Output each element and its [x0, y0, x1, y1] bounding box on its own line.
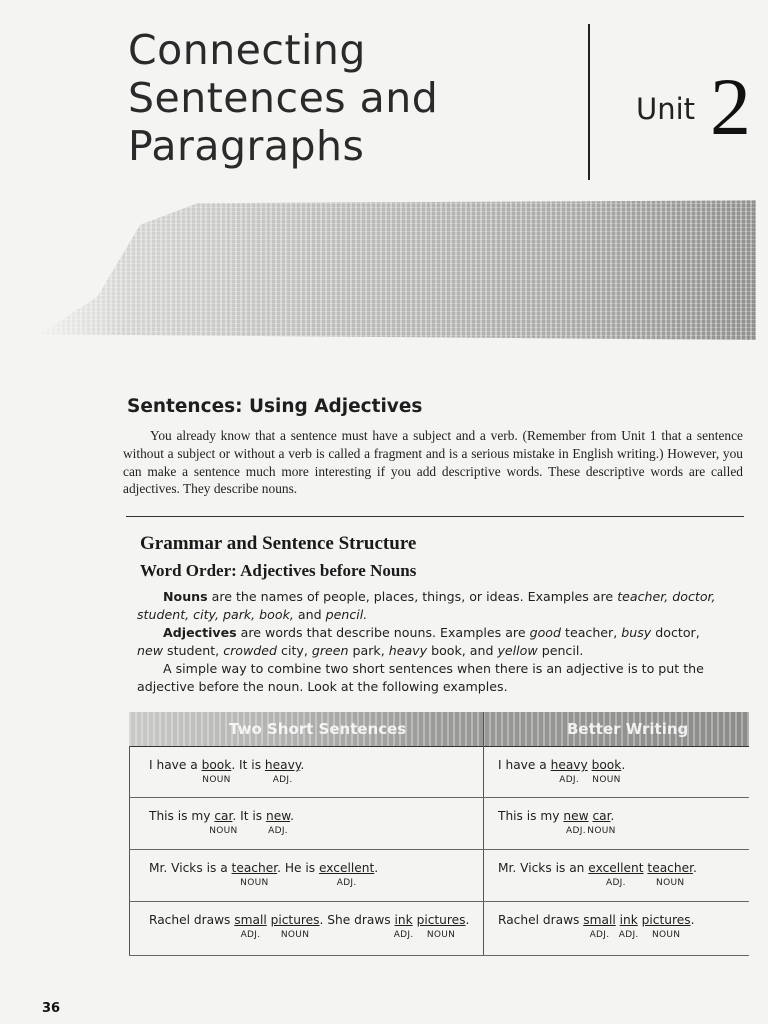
table-row-divider — [129, 849, 749, 850]
header-two-short-sentences: Two Short Sentences — [229, 720, 407, 738]
nouns-paragraph: Nouns are the names of people, places, things, or ideas. Examples are teacher, doctor, student, city, park, book, and pencil. — [137, 589, 716, 622]
word-order-heading: Word Order: Adjectives before Nouns — [140, 561, 417, 580]
sentence-text: . It is — [232, 809, 267, 823]
goals-banner — [40, 196, 756, 340]
table-bottom-border — [129, 955, 749, 956]
word-label: NOUN — [202, 775, 231, 785]
word-label: ADJ. — [559, 775, 580, 785]
grammar-heading: Grammar and Sentence Structure — [140, 533, 417, 554]
underlined-word: heavy — [550, 758, 588, 772]
word-label: ADJ. — [566, 826, 586, 836]
word-label: ADJ. — [589, 930, 610, 940]
adjectives-paragraph: Adjectives are words that describe nouns. Examples are good teacher, busy doctor, new student, crowded city, green park, heavy book, and yellow pencil. — [137, 625, 700, 658]
sentence-text: . He is — [277, 861, 320, 875]
word-label: ADJ. — [336, 878, 357, 888]
table-cell-right — [498, 809, 614, 823]
intro-paragraph: You already know that a sentence must have a subject and a verb. (Remember from Unit 1 that a sentence without a subject or without a verb is called a fragment and is a serious mistake in English writing.) However, you can make a sentence much more interesting if you add descriptive words. These descriptive words are called adjectives. They describe nouns. — [123, 428, 743, 497]
word-label: NOUN — [651, 930, 681, 940]
page-number: 36 — [42, 1001, 61, 1016]
underlined-word: pictures — [270, 913, 320, 927]
underlined-word: teacher — [647, 861, 693, 875]
sentence-text: . — [290, 809, 294, 823]
table-cell-left — [149, 861, 378, 875]
table-cell-left — [149, 913, 469, 927]
underlined-word: pictures — [641, 913, 691, 927]
underlined-word: pictures — [416, 913, 466, 927]
word-label: NOUN — [240, 878, 269, 888]
header-divider — [588, 24, 590, 180]
combine-paragraph: A simple way to combine two short sentences when there is an adjective is to put the adjective before the noun. Look at the following examples. — [137, 661, 704, 694]
table-row-divider — [129, 901, 749, 902]
nouns-term: Nouns — [163, 589, 208, 604]
underlined-word: heavy — [264, 758, 301, 772]
unit-title — [128, 26, 568, 170]
word-label: NOUN — [592, 775, 621, 785]
underlined-word: book — [201, 758, 232, 772]
underlined-word: car — [592, 809, 611, 823]
underlined-word: small — [583, 913, 616, 927]
word-label: NOUN — [280, 930, 310, 940]
sentence-text: Mr. Vicks is a — [149, 861, 232, 875]
sentence-text: I have a — [149, 758, 202, 772]
word-label: ADJ. — [268, 826, 288, 836]
word-label: ADJ. — [240, 930, 261, 940]
sentence-text: . — [300, 758, 305, 772]
table-cell-right — [498, 861, 697, 875]
word-label: NOUN — [587, 826, 616, 836]
underlined-word: teacher — [231, 861, 278, 875]
sentence-text: This is my — [149, 809, 215, 823]
sentence-text: Rachel draws — [498, 913, 584, 927]
title-line-3: Paragraphs — [128, 122, 365, 170]
sentence-text: . It is — [231, 758, 265, 772]
sentence-text: . She draws — [319, 913, 395, 927]
underlined-word: excellent — [319, 861, 375, 875]
table-header — [129, 712, 749, 747]
nouns-examples: teacher, doctor, student, city, park, book, — [137, 589, 716, 622]
word-label: ADJ. — [272, 775, 293, 785]
title-line-2: Sentences and — [128, 74, 439, 122]
underlined-word: excellent — [588, 861, 644, 875]
sentence-text: Rachel draws — [149, 913, 235, 927]
word-label: NOUN — [426, 930, 456, 940]
title-line-1: Connecting — [128, 26, 366, 74]
underlined-word: new — [563, 809, 589, 823]
underlined-word: book — [591, 758, 622, 772]
word-label: NOUN — [656, 878, 685, 888]
sentence-text: This is my — [498, 809, 564, 823]
examples-table — [129, 712, 749, 956]
unit-number: 2 — [710, 61, 751, 152]
table-left-border — [129, 746, 130, 956]
table-cell-left — [149, 809, 294, 823]
sentence-text: Mr. Vicks is an — [498, 861, 589, 875]
table-row-divider — [129, 797, 749, 798]
sentence-text: I have a — [498, 758, 551, 772]
underlined-word: small — [234, 913, 267, 927]
underlined-word: car — [214, 809, 233, 823]
underlined-word: ink — [394, 913, 413, 927]
sentence-text: . — [465, 913, 470, 927]
unit-label: Unit — [636, 92, 696, 126]
table-cell-right — [498, 758, 625, 772]
sentence-text: . — [690, 913, 695, 927]
section-heading: Sentences: Using Adjectives — [127, 396, 423, 417]
sentence-text: . — [621, 758, 626, 772]
sentence-text: . — [692, 861, 697, 875]
word-label: ADJ. — [618, 930, 639, 940]
sentence-text: . — [374, 861, 379, 875]
sentence-text: . — [610, 809, 615, 823]
table-column-divider — [483, 712, 484, 956]
word-label: NOUN — [209, 826, 238, 836]
table-cell-left — [149, 758, 304, 772]
adjectives-term: Adjectives — [163, 625, 237, 640]
word-label: ADJ. — [393, 930, 414, 940]
section-divider — [126, 516, 744, 517]
table-cell-right — [498, 913, 694, 927]
underlined-word: ink — [619, 913, 638, 927]
word-label: ADJ. — [606, 878, 626, 888]
header-better-writing: Better Writing — [567, 720, 689, 738]
underlined-word: new — [266, 809, 291, 823]
